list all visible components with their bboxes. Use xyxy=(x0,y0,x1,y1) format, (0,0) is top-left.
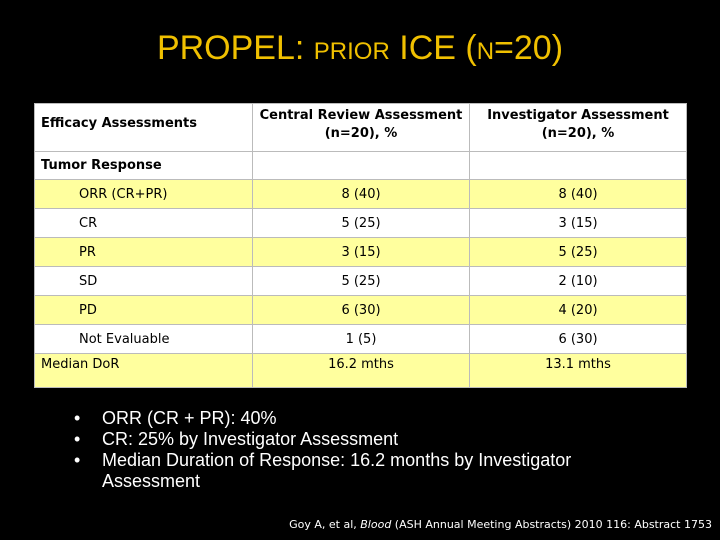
table-row xyxy=(35,325,687,354)
row-label: PR xyxy=(35,238,253,267)
table-header-row xyxy=(35,104,687,152)
col-header-efficacy: Efficacy Assessments xyxy=(35,104,253,152)
summary-bullets xyxy=(72,408,672,492)
central-value: 16.2 mths xyxy=(253,354,470,388)
section-row xyxy=(35,152,687,180)
investigator-value: 3 (15) xyxy=(470,209,687,238)
central-value: 1 (5) xyxy=(253,325,470,354)
col-header-central-review: Central Review Assessment (n=20), % xyxy=(253,104,470,152)
efficacy-table xyxy=(34,103,687,388)
row-label: Median DoR xyxy=(35,354,253,388)
table-row xyxy=(35,180,687,209)
investigator-value: 13.1 mths xyxy=(470,354,687,388)
median-row xyxy=(35,354,687,388)
investigator-value: 5 (25) xyxy=(470,238,687,267)
central-value: 6 (30) xyxy=(253,296,470,325)
investigator-value: 8 (40) xyxy=(470,180,687,209)
investigator-value: 4 (20) xyxy=(470,296,687,325)
investigator-value: 2 (10) xyxy=(470,267,687,296)
investigator-value: 6 (30) xyxy=(470,325,687,354)
row-label: Not Evaluable xyxy=(35,325,253,354)
table-row xyxy=(35,267,687,296)
section-label: Tumor Response xyxy=(35,152,253,180)
central-value: 5 (25) xyxy=(253,267,470,296)
table-row xyxy=(35,209,687,238)
slide-title: PROPEL: PRIOR ICE (N=20) xyxy=(156,29,564,67)
central-value: 3 (15) xyxy=(253,238,470,267)
row-label: CR xyxy=(35,209,253,238)
col-header-investigator: Investigator Assessment (n=20), % xyxy=(470,104,687,152)
central-value: 8 (40) xyxy=(253,180,470,209)
table-row xyxy=(35,238,687,267)
row-label: PD xyxy=(35,296,253,325)
row-label: ORR (CR+PR) xyxy=(35,180,253,209)
bullet-item: • CR: 25% by Investigator Assessment xyxy=(72,429,672,450)
bullet-item: • ORR (CR + PR): 40% xyxy=(72,408,672,429)
bullet-item: • Median Duration of Response: 16.2 months by Investigator Assessment xyxy=(72,450,672,492)
citation: Goy A, et al, Blood (ASH Annual Meeting Abstracts) 2010 116: Abstract 1753 xyxy=(289,518,712,531)
row-label: SD xyxy=(35,267,253,296)
table-row xyxy=(35,296,687,325)
central-value: 5 (25) xyxy=(253,209,470,238)
